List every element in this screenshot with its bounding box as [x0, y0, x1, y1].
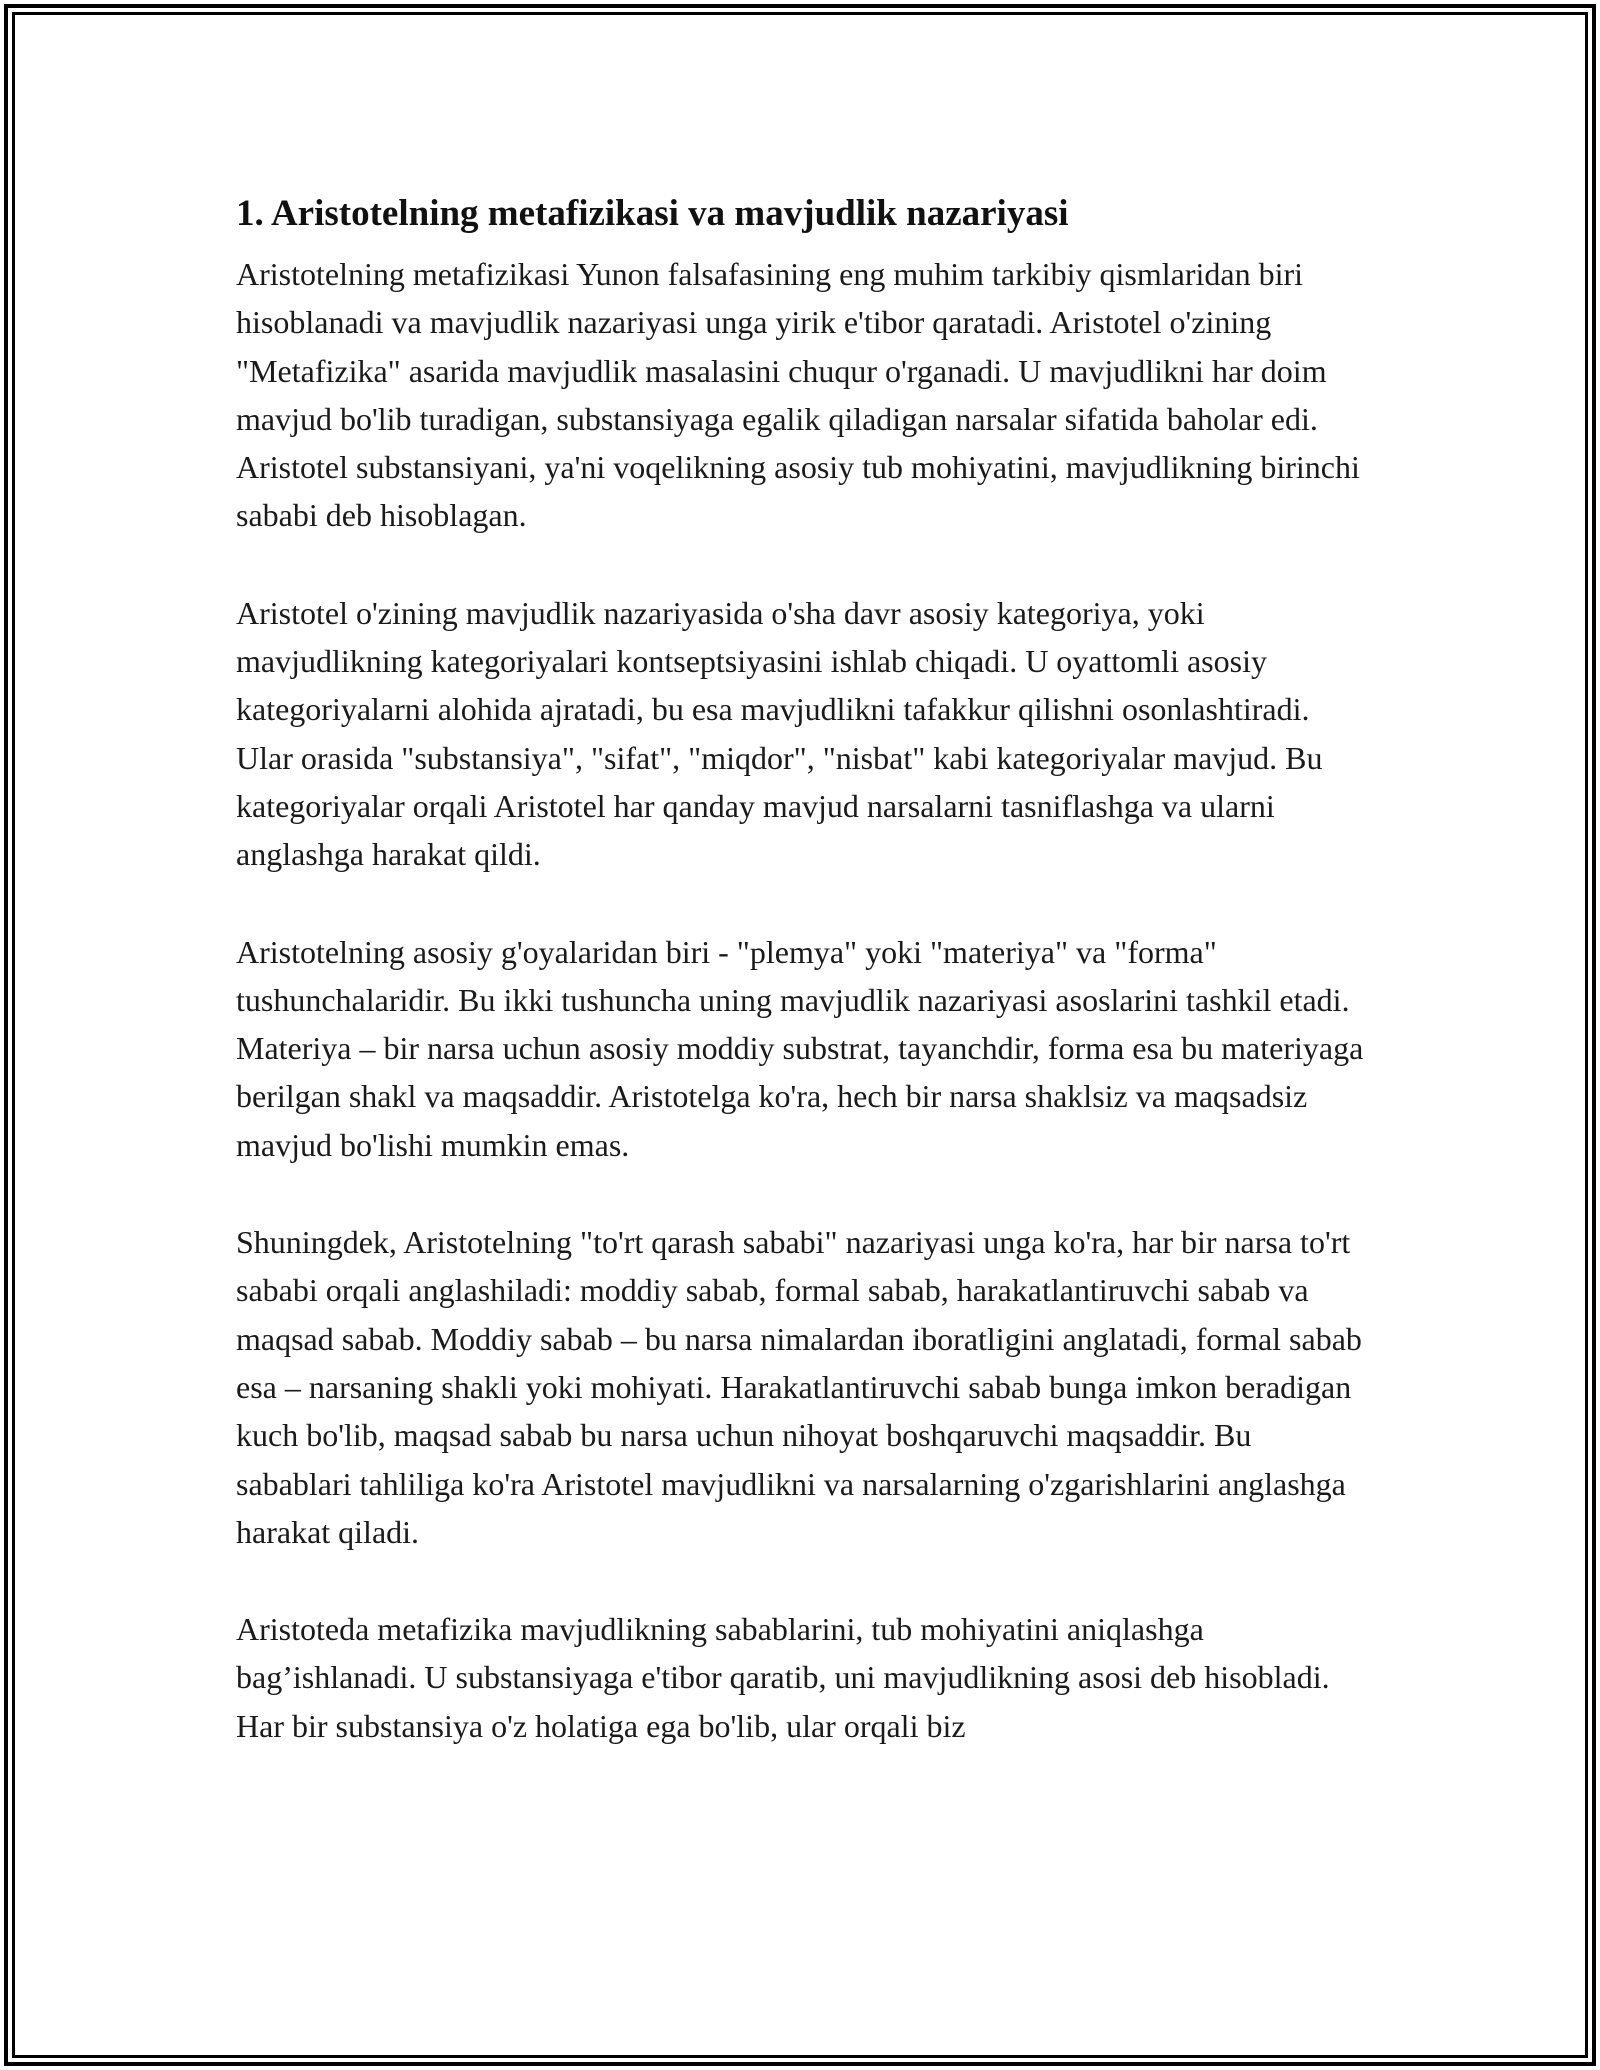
paragraph-4: Shuningdek, Aristotelning "to'rt qarash sababi" nazariyasi unga ko'ra, har bir narsa to'rt sababi orqali anglashiladi: moddiy sabab, formal sabab, harakatlantiruvchi sabab va maqsad sabab. Moddiy sabab – bu narsa nimalardan iboratligini anglatadi, formal sabab esa – narsaning shakli yoki mohiyati. Harakatlantiruvchi sabab bunga imkon beradigan kuch bo'lib, maqsad sabab bu narsa uchun nihoyat boshqaruvchi maqsaddir. Bu sabablari tahliliga ko'ra Aristotel mavjudlikni va narsalarning o'zgarishlarini anglashga harakat qiladi. [236, 1224, 1362, 1550]
paragraph-1: Aristotelning metafizikasi Yunon falsafasining eng muhim tarkibiy qismlaridan biri hisoblanadi va mavjudlik nazariyasi unga yirik e'tibor qaratadi. Aristotel o'zining "Metafizika" asarida mavjudlik masalasini chuqur o'rganadi. U mavjudlikni har doim mavjud bo'lib turadigan, substansiyaga egalik qiladigan narsalar sifatida baholar edi. Aristotel substansiyani, ya'ni voqelikning asosiy tub mohiyatini, mavjudlikning birinchi sababi deb hisoblagan. [236, 256, 1360, 534]
section-title: 1. Aristotelning metafizikasi va mavjudlik nazariyasi [236, 193, 1069, 234]
document-body [236, 184, 1366, 1750]
paragraph-2: Aristotel o'zining mavjudlik nazariyasida o'sha davr asosiy kategoriya, yoki mavjudlikning kategoriyalari kontseptsiyasini ishlab chiqadi. U oyattomli asosiy kategoriyalarni alohida ajratadi, bu esa mavjudlikni tafakkur qilishni osonlashtiradi. Ular orasida "substansiya", "sifat", "miqdor", "nisbat" kabi kategoriyalar mavjud. Bu kategoriyalar orqali Aristotel har qanday mavjud narsalarni tasniflashga va ularni anglashga harakat qildi. [236, 594, 1323, 873]
paragraph-5: Aristoteda metafizika mavjudlikning sabablarini, tub mohiyatini aniqlashga bag’ishlanadi. U substansiyaga e'tibor qaratib, uni mavjudlikning asosi deb hisobladi. Har bir substansiya o'z holatiga ega bo'lib, ular orqali biz [236, 1611, 1330, 1744]
paragraph-3: Aristotelning asosiy g'oyalaridan biri - "plemya" yoki "materiya" va "forma" tushunchalaridir. Bu ikki tushuncha uning mavjudlik nazariyasi asoslarini tashkil etadi. Materiya – bir narsa uchun asosiy moddiy substrat, tayanchdir, forma esa bu materiyaga berilgan shakl va maqsaddir. Aristotelga ko'ra, hech bir narsa shaklsiz va maqsadsiz mavjud bo'lishi mumkin emas. [236, 933, 1364, 1163]
